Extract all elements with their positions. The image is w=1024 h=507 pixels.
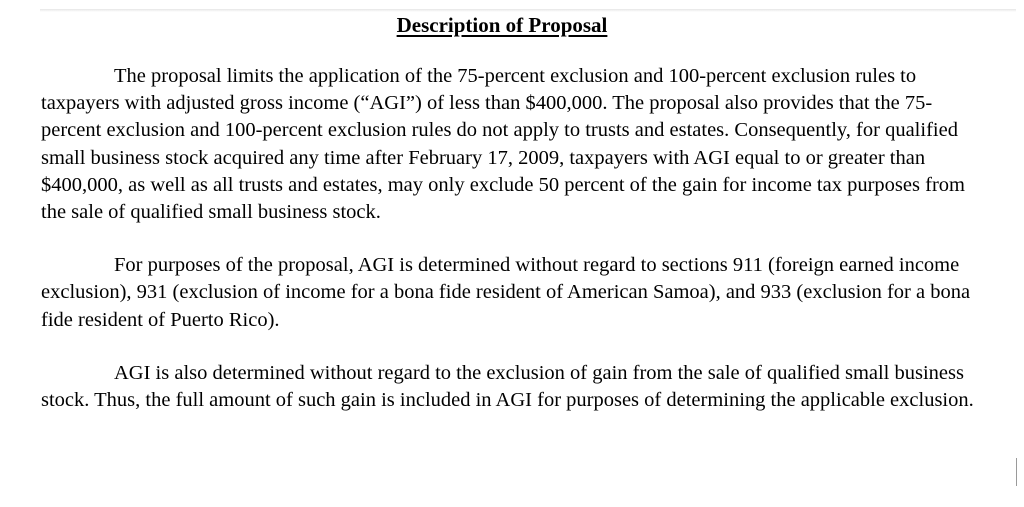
section-heading: Description of Proposal [396, 13, 608, 37]
paragraph-1: The proposal limits the application of the 75-percent exclusion and 100-percent exclusion rules to taxpayers with adjusted gross income (“AGI”) of less than $400,000. The proposal also provides that the 75-percent exclusion and 100-percent exclusion rules do not apply to trusts and estates. Consequently, for qualified small business stock acquired any time after February 17, 2009, taxpayers with AGI equal to or greater than $400,000, as well as all trusts and estates, may only exclude 50 percent of the gain for income tax purposes from the sale of qualified small business stock. [41, 65, 965, 224]
document-body [41, 63, 976, 440]
paragraph-2: For purposes of the proposal, AGI is determined without regard to sections 911 (foreign earned income exclusion), 931 (exclusion of income for a bona fide resident of American Samoa), and 933 (exclusion for a bona fide resident of Puerto Rico). [41, 254, 971, 331]
paragraph-3: AGI is also determined without regard to the exclusion of gain from the sale of qualified small business stock. Thus, the full amount of such gain is included in AGI for purposes of determining the applicable exclusion. [41, 361, 974, 412]
scrollbar-indicator[interactable] [1016, 458, 1017, 486]
